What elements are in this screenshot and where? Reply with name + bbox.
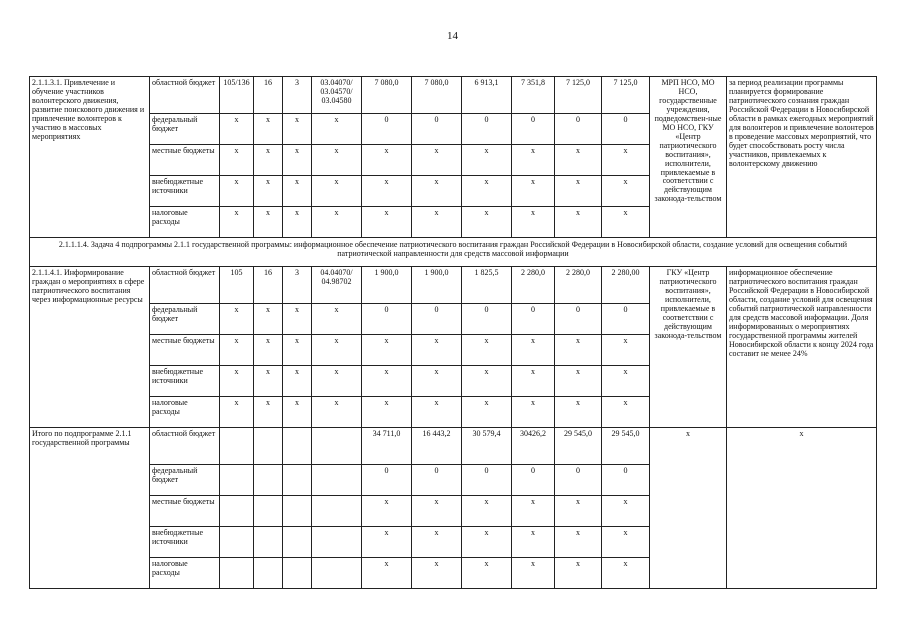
amount-cell: x — [602, 366, 650, 397]
empty-cell — [312, 465, 362, 496]
amount-cell: 29 545,0 — [602, 428, 650, 465]
funding-source: областной бюджет — [150, 77, 220, 114]
budget-code-cell: x — [254, 335, 283, 366]
amount-cell: 0 — [362, 304, 412, 335]
amount-cell: x — [555, 145, 602, 176]
amount-cell: x — [512, 527, 555, 558]
funding-source: внебюджетные источники — [150, 527, 220, 558]
amount-cell: x — [412, 558, 462, 589]
amount-cell: 0 — [462, 114, 512, 145]
amount-cell: 29 545,0 — [555, 428, 602, 465]
empty-cell — [312, 527, 362, 558]
amount-cell: 0 — [512, 114, 555, 145]
amount-cell: x — [462, 176, 512, 207]
empty-cell — [254, 527, 283, 558]
amount-cell: 7 080,0 — [362, 77, 412, 114]
funding-source: местные бюджеты — [150, 496, 220, 527]
amount-cell: x — [462, 527, 512, 558]
amount-cell: 0 — [512, 304, 555, 335]
amount-cell: x — [362, 527, 412, 558]
amount-cell: 0 — [555, 304, 602, 335]
funding-source: федеральный бюджет — [150, 465, 220, 496]
funding-source: налоговые расходы — [150, 207, 220, 238]
funding-source: федеральный бюджет — [150, 114, 220, 145]
budget-code-cell: x — [220, 145, 254, 176]
budget-code-cell: x — [220, 335, 254, 366]
budget-code-cell: x — [254, 176, 283, 207]
expected-result-cell: информационное обеспечение патриотического воспитания граждан Российской Федерации в Новосибирской области, создание условий для освещения событий патриотической направленности для средств массовой информации. Доля информированных о мероприятиях государственной программы жителей Новосибирской области к концу 2024 года составит не менее 24% — [727, 267, 877, 428]
amount-cell: 0 — [412, 465, 462, 496]
budget-code-cell: x — [283, 114, 312, 145]
executor-cell: МРП НСО, МО НСО, государственные учреждения, подведомствен-ные МО НСО, ГКУ «Центр патриотического воспитания», исполнители, привлекаемые в соответствии с действующим законода-тельством — [650, 77, 727, 238]
amount-cell: x — [602, 558, 650, 589]
budget-code-cell: x — [312, 207, 362, 238]
budget-code-cell: x — [312, 335, 362, 366]
amount-cell: x — [362, 176, 412, 207]
budget-code-cell: x — [283, 304, 312, 335]
amount-cell: 0 — [362, 114, 412, 145]
amount-cell: x — [362, 397, 412, 428]
amount-cell: x — [412, 335, 462, 366]
amount-cell: x — [602, 397, 650, 428]
budget-code-cell: x — [254, 207, 283, 238]
funding-source: местные бюджеты — [150, 145, 220, 176]
empty-cell — [254, 465, 283, 496]
budget-code-cell: x — [220, 114, 254, 145]
empty-cell — [283, 527, 312, 558]
amount-cell: x — [462, 496, 512, 527]
amount-cell: x — [412, 145, 462, 176]
amount-cell: x — [555, 366, 602, 397]
budget-code-cell: x — [312, 366, 362, 397]
empty-cell — [220, 496, 254, 527]
executor-cell: ГКУ «Центр патриотического воспитания», исполнители, привлекаемые в соответствии с действующим законода-тельством — [650, 267, 727, 428]
amount-cell: 7 080,0 — [412, 77, 462, 114]
amount-cell: x — [602, 527, 650, 558]
amount-cell: 16 443,2 — [412, 428, 462, 465]
funding-source: внебюджетные источники — [150, 176, 220, 207]
budget-code-cell: x — [312, 145, 362, 176]
amount-cell: 0 — [602, 304, 650, 335]
budget-code-cell: x — [220, 176, 254, 207]
task-header-row — [30, 238, 877, 267]
amount-cell: x — [462, 397, 512, 428]
amount-cell: 6 913,1 — [462, 77, 512, 114]
empty-cell — [220, 558, 254, 589]
page-number: 14 — [447, 30, 458, 42]
budget-code-cell: x — [283, 397, 312, 428]
empty-cell — [283, 496, 312, 527]
amount-cell: x — [412, 176, 462, 207]
budget-code-cell: x — [254, 145, 283, 176]
amount-cell: 2 280,0 — [512, 267, 555, 304]
measure-name: Итого по подпрограмме 2.1.1 государственной программы — [30, 428, 150, 589]
budget-code-cell: x — [254, 366, 283, 397]
amount-cell: 0 — [462, 465, 512, 496]
budget-code-cell: 105/136 — [220, 77, 254, 114]
budget-code-cell: x — [220, 207, 254, 238]
budget-code-cell: x — [283, 145, 312, 176]
amount-cell: x — [512, 496, 555, 527]
amount-cell: x — [362, 145, 412, 176]
amount-cell: x — [462, 207, 512, 238]
budget-code-cell: 03.04070/ 03.04570/ 03.04580 — [312, 77, 362, 114]
expected-result-cell: за период реализации программы планируется формирование патриотического сознания граждан Российской Федерации в Новосибирской области в рамках ежегодных мероприятий для волонтеров и привлечение волонтеров в проведение массовых мероприятий, что будет способствовать росту числа участников, привлекаемых к волонтерскому движению — [727, 77, 877, 238]
budget-code-cell: x — [283, 176, 312, 207]
funding-source: налоговые расходы — [150, 558, 220, 589]
amount-cell: x — [412, 496, 462, 527]
empty-cell — [220, 428, 254, 465]
table-row — [30, 77, 877, 114]
table-row — [30, 428, 877, 465]
expected-result-cell: x — [727, 428, 877, 589]
amount-cell: 34 711,0 — [362, 428, 412, 465]
amount-cell: x — [512, 145, 555, 176]
empty-cell — [312, 496, 362, 527]
amount-cell: 7 125,0 — [602, 77, 650, 114]
amount-cell: 2 280,0 — [555, 267, 602, 304]
amount-cell: x — [602, 145, 650, 176]
budget-code-cell: x — [220, 397, 254, 428]
amount-cell: x — [602, 207, 650, 238]
amount-cell: x — [362, 366, 412, 397]
amount-cell: x — [362, 335, 412, 366]
amount-cell: 0 — [412, 304, 462, 335]
amount-cell: x — [555, 176, 602, 207]
measure-name: 2.1.1.4.1. Информирование граждан о мероприятиях в сфере патриотического воспитания через информационные ресурсы — [30, 267, 150, 428]
amount-cell: x — [462, 145, 512, 176]
amount-cell: x — [602, 335, 650, 366]
amount-cell: 30 579,4 — [462, 428, 512, 465]
amount-cell: x — [412, 207, 462, 238]
task-description: 2.1.1.1.4. Задача 4 подпрограммы 2.1.1 государственной программы: информационное обеспечение патриотического воспитания граждан Российской Федерации в Новосибирской области, создание условий для освещения событий патриотической направленности для средств массовой информации — [30, 238, 877, 267]
empty-cell — [283, 428, 312, 465]
amount-cell: x — [512, 366, 555, 397]
budget-code-cell: x — [220, 304, 254, 335]
empty-cell — [220, 465, 254, 496]
amount-cell: x — [412, 366, 462, 397]
program-table — [29, 76, 877, 589]
budget-code-cell: 16 — [254, 77, 283, 114]
amount-cell: x — [362, 558, 412, 589]
budget-code-cell: x — [220, 366, 254, 397]
amount-cell: x — [462, 335, 512, 366]
budget-code-cell: x — [312, 176, 362, 207]
budget-code-cell: x — [283, 335, 312, 366]
empty-cell — [254, 428, 283, 465]
table-row — [30, 267, 877, 304]
empty-cell — [254, 558, 283, 589]
amount-cell: 0 — [555, 465, 602, 496]
empty-cell — [283, 465, 312, 496]
funding-source: областной бюджет — [150, 428, 220, 465]
funding-source: областной бюджет — [150, 267, 220, 304]
amount-cell: 30426,2 — [512, 428, 555, 465]
amount-cell: x — [512, 207, 555, 238]
empty-cell — [312, 428, 362, 465]
amount-cell: x — [555, 496, 602, 527]
empty-cell — [283, 558, 312, 589]
amount-cell: 1 900,0 — [362, 267, 412, 304]
amount-cell: x — [555, 335, 602, 366]
funding-source: внебюджетные источники — [150, 366, 220, 397]
amount-cell: 0 — [602, 465, 650, 496]
amount-cell: x — [412, 527, 462, 558]
empty-cell — [312, 558, 362, 589]
budget-code-cell: x — [312, 397, 362, 428]
budget-code-cell: 04.04070/ 04.98702 — [312, 267, 362, 304]
budget-code-cell: 16 — [254, 267, 283, 304]
amount-cell: x — [555, 558, 602, 589]
amount-cell: x — [512, 176, 555, 207]
amount-cell: 0 — [512, 465, 555, 496]
budget-code-cell: x — [283, 366, 312, 397]
amount-cell: 0 — [602, 114, 650, 145]
amount-cell: x — [555, 207, 602, 238]
budget-code-cell: 3 — [283, 77, 312, 114]
amount-cell: 0 — [555, 114, 602, 145]
budget-code-cell: 105 — [220, 267, 254, 304]
amount-cell: x — [512, 558, 555, 589]
amount-cell: x — [602, 176, 650, 207]
amount-cell: 1 900,0 — [412, 267, 462, 304]
budget-code-cell: x — [312, 114, 362, 145]
amount-cell: 0 — [462, 304, 512, 335]
amount-cell: 7 351,8 — [512, 77, 555, 114]
amount-cell: 0 — [412, 114, 462, 145]
amount-cell: x — [362, 207, 412, 238]
amount-cell: x — [362, 496, 412, 527]
amount-cell: 7 125,0 — [555, 77, 602, 114]
amount-cell: x — [462, 366, 512, 397]
amount-cell: x — [555, 527, 602, 558]
empty-cell — [254, 496, 283, 527]
amount-cell: x — [512, 397, 555, 428]
funding-source: налоговые расходы — [150, 397, 220, 428]
budget-code-cell: x — [283, 207, 312, 238]
amount-cell: x — [412, 397, 462, 428]
budget-code-cell: x — [254, 114, 283, 145]
measure-name: 2.1.1.3.1. Привлечение и обучение участников волонтерского движения, развитие поискового движения и привлечение волонтеров к участию в массовых мероприятиях — [30, 77, 150, 238]
budget-code-cell: x — [254, 397, 283, 428]
budget-code-cell: x — [254, 304, 283, 335]
amount-cell: x — [462, 558, 512, 589]
executor-cell: x — [650, 428, 727, 589]
amount-cell: x — [555, 397, 602, 428]
funding-source: местные бюджеты — [150, 335, 220, 366]
amount-cell: x — [512, 335, 555, 366]
amount-cell: x — [602, 496, 650, 527]
budget-code-cell: x — [312, 304, 362, 335]
amount-cell: 0 — [362, 465, 412, 496]
amount-cell: 1 825,5 — [462, 267, 512, 304]
empty-cell — [220, 527, 254, 558]
funding-source: федеральный бюджет — [150, 304, 220, 335]
amount-cell: 2 280,00 — [602, 267, 650, 304]
budget-code-cell: 3 — [283, 267, 312, 304]
